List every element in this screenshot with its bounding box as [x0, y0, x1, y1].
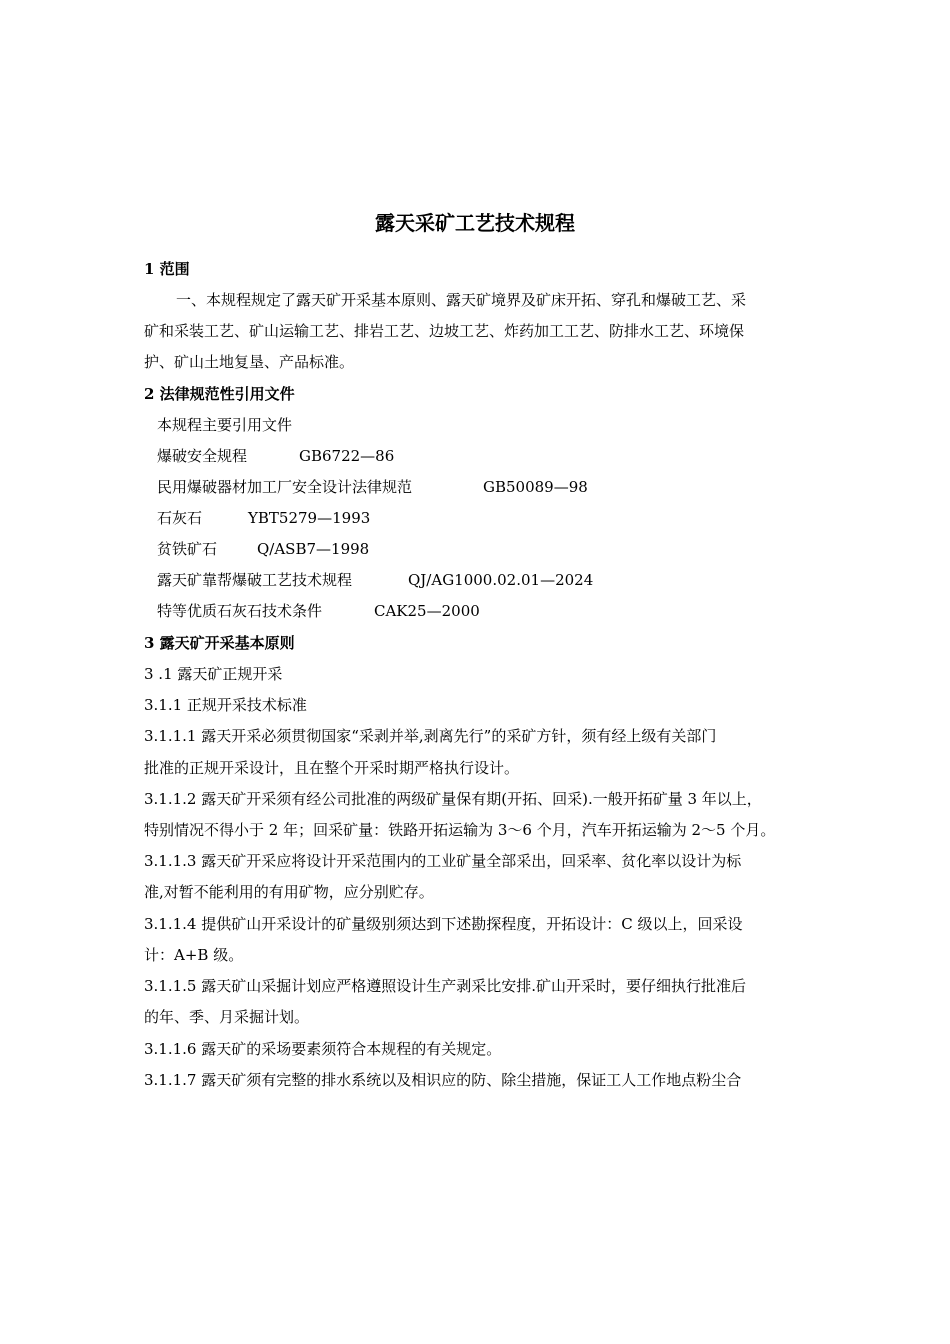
clause-line: 计：A+B 级。: [144, 946, 244, 964]
reference-code: GB50089—98: [483, 478, 588, 496]
clause-line: 准,对暂不能利用的有用矿物，应分别贮存。: [144, 883, 434, 901]
references-intro: 本规程主要引用文件: [157, 416, 293, 434]
reference-item: [157, 445, 557, 467]
reference-code: GB6722—86: [299, 447, 395, 465]
section-heading-principles: 3 露天矿开采基本原则: [144, 634, 295, 652]
reference-name: 特等优质石灰石技术条件: [157, 602, 323, 620]
clause-line: 3.1.1.2 露天矿开采须有经公司批准的两级矿量保有期(开拓、回采).一般开拓矿量 3 年以上，: [144, 790, 762, 808]
reference-code: CAK25—2000: [374, 602, 480, 620]
clause-line: 批准的正规开采设计，且在整个开采时期严格执行设计。: [144, 759, 520, 777]
reference-item: [157, 569, 657, 591]
reference-name: 贫铁矿石: [157, 540, 218, 558]
reference-item: [157, 600, 557, 622]
paragraph-line: 矿和采装工艺、矿山运输工艺、排岩工艺、边坡工艺、炸药加工工艺、防排水工艺、环境保: [144, 322, 745, 340]
reference-name: 民用爆破器材加工厂安全设计法律规范: [157, 478, 413, 496]
clause-line: 3.1.1.5 露天矿山采掘计划应严格遵照设计生产剥采比安排.矿山开采时，要仔细执行批准后: [144, 977, 747, 995]
reference-name: 石灰石: [157, 509, 203, 527]
paragraph-line: 护、矿山土地复垦、产品标准。: [144, 353, 355, 371]
reference-name: 爆破安全规程: [157, 447, 248, 465]
reference-item: [157, 538, 557, 560]
paragraph-line: 一、本规程规定了露天矿开采基本原则、露天矿境界及矿床开拓、穿孔和爆破工艺、采: [176, 291, 747, 309]
document-title: 露天采矿工艺技术规程: [375, 211, 575, 235]
clause-line: 3.1.1.1 露天开采必须贯彻国家“采剥并举,剥离先行”的采矿方针，须有经上级有关部门: [144, 727, 717, 745]
reference-item: [157, 476, 657, 498]
reference-code: YBT5279—1993: [248, 509, 371, 527]
section-heading-scope: 1 范围: [144, 260, 190, 278]
reference-name: 露天矿靠帮爆破工艺技术规程: [157, 571, 353, 589]
clause-line: 的年、季、月采掘计划。: [144, 1008, 310, 1026]
reference-code: Q/ASB7—1998: [257, 540, 370, 558]
reference-code: QJ/AG1000.02.01—2024: [408, 571, 594, 589]
section-heading-references: 2 法律规范性引用文件: [144, 385, 295, 403]
clause-line: 3.1.1.4 提供矿山开采设计的矿量级别须达到下述勘探程度，开拓设计：C 级以上，回采设: [144, 915, 743, 933]
reference-item: [157, 507, 557, 529]
subsection-heading: 3 .1 露天矿正规开采: [144, 665, 283, 683]
clause-line: 3.1.1.6 露天矿的采场要素须符合本规程的有关规定。: [144, 1040, 502, 1058]
clause-line: 3.1.1.7 露天矿须有完整的排水系统以及相识应的防、除尘措施，保证工人工作地点粉尘合: [144, 1071, 742, 1089]
clause-line: 3.1.1.3 露天矿开采应将设计开采范围内的工业矿量全部采出，回采率、贫化率以设计为标: [144, 852, 742, 870]
subsection-heading: 3.1.1 正规开采技术标准: [144, 696, 307, 714]
clause-line: 特别情况不得小于 2 年；回采矿量：铁路开拓运输为 3～6 个月，汽车开拓运输为 2～5 个月。: [144, 821, 776, 839]
